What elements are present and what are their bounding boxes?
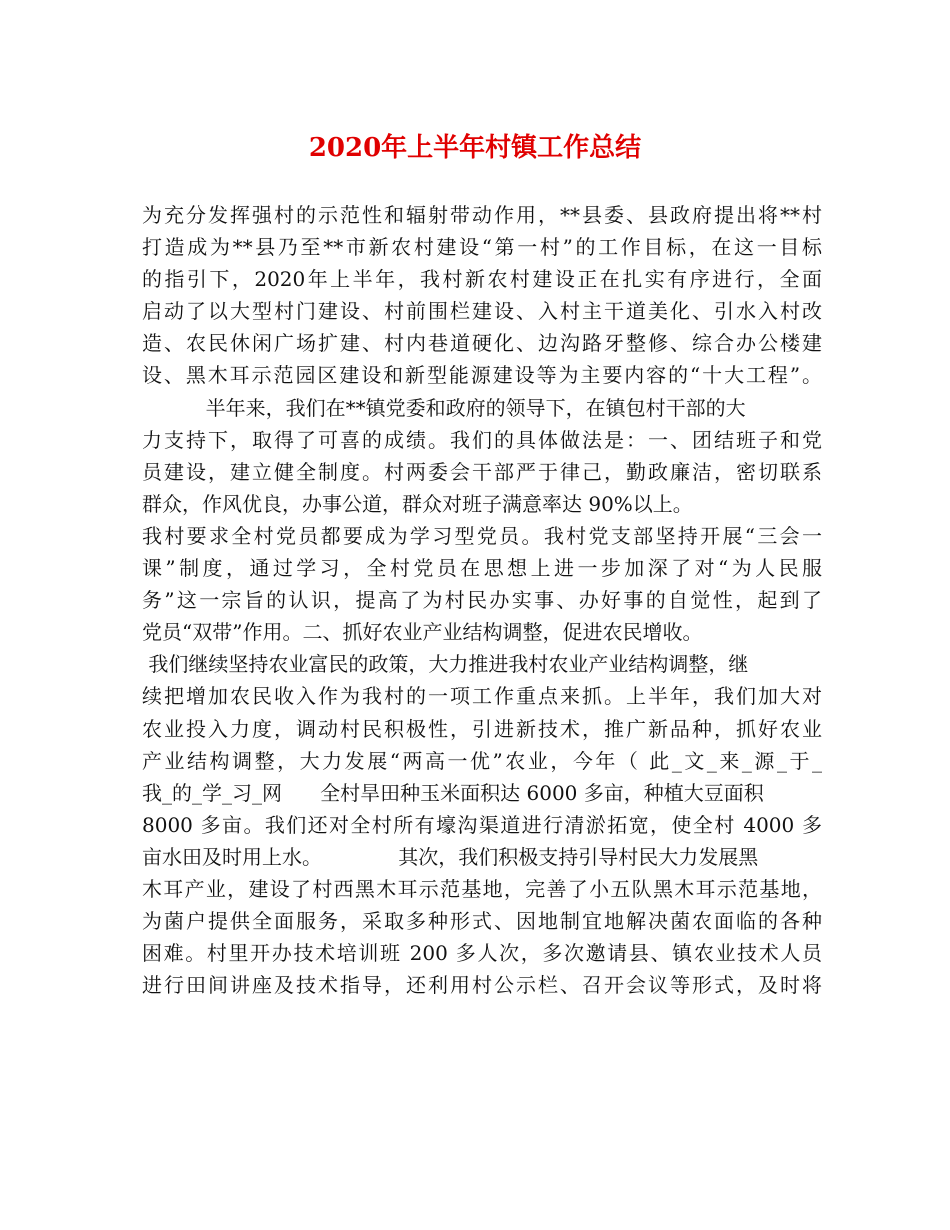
body-line: 8000 多亩。我们还对全村所有壕沟渠道进行清淤拓宽，使全村 4000 多 xyxy=(142,812,822,837)
body-line: 产业结构调整，大力发展“两高一优”农业，今年（ 此_文_来_源_于_ xyxy=(142,748,822,773)
body-line: 困难。村里开办技术培训班 200 多人次，多次邀请县、镇农业技术人员 xyxy=(142,941,822,966)
body-line: 员建设，建立健全制度。村两委会干部严于律己，勤政廉洁，密切联系 xyxy=(142,459,822,484)
body-line: 启动了以大型村门建设、村前围栏建设、入村主干道美化、引水入村改 xyxy=(142,299,822,324)
body-line: 为菌户提供全面服务，采取多种形式、因地制宜地解决菌农面临的各种 xyxy=(142,909,822,934)
body-line: 务”这一宗旨的认识，提高了为村民办实事、办好事的自觉性，起到了 xyxy=(142,588,822,613)
body-line: 打造成为**县乃至**市新农村建设“第一村”的工作目标，在这一目标 xyxy=(142,235,822,260)
document-title: 2020年上半年村镇工作总结 xyxy=(308,133,642,163)
body-line: 续把增加农民收入作为我村的一项工作重点来抓。上半年，我们加大对 xyxy=(142,684,822,709)
body-line: 课”制度，通过学习，全村党员在思想上进一步加深了对“为人民服 xyxy=(142,556,822,581)
body-line: 农业投入力度，调动村民积极性，引进新技术，推广新品种，抓好农业 xyxy=(142,716,822,741)
body-line: 为充分发挥强村的示范性和辐射带动作用，**县委、县政府提出将**村 xyxy=(142,203,822,227)
body-line: 群众，作风优良，办事公道，群众对班子满意率达 90%以上。 xyxy=(142,491,693,516)
body-line: 设、黑木耳示范园区建设和新型能源建设等为主要内容的“十大工程”。 xyxy=(142,363,822,388)
body-line: 的指引下，2020年上半年，我村新农村建设正在扎实有序进行，全面 xyxy=(142,267,822,292)
document-body xyxy=(142,199,822,1001)
body-line: 我村要求全村党员都要成为学习型党员。我村党支部坚持开展“三会一 xyxy=(142,523,822,548)
body-line: 造、农民休闲广场扩建、村内巷道硬化、边沟路牙整修、综合办公楼建 xyxy=(142,331,822,356)
body-line: 半年来，我们在**镇党委和政府的领导下，在镇包村干部的大 xyxy=(142,395,746,420)
body-line: 亩水田及时用上水。 其次，我们积极支持引导村民大力发展黑 xyxy=(142,844,759,869)
body-line: 我们继续坚持农业富民的政策，大力推进我村农业产业结构调整，继 xyxy=(142,652,749,677)
body-line: 力支持下，取得了可喜的成绩。我们的具体做法是：一、团结班子和党 xyxy=(142,427,822,452)
body-line: 我_的_学_习_网 全村旱田种玉米面积达 6000 多亩，种植大豆面积 xyxy=(142,780,764,805)
body-line: 木耳产业，建设了村西黑木耳示范基地，完善了小五队黑木耳示范基地， xyxy=(142,876,822,901)
body-line: 党员“双带”作用。二、抓好农业产业结构调整，促进农民增收。 xyxy=(142,620,703,645)
body-line: 进行田间讲座及技术指导，还利用村公示栏、召开会议等形式，及时将 xyxy=(142,973,822,998)
